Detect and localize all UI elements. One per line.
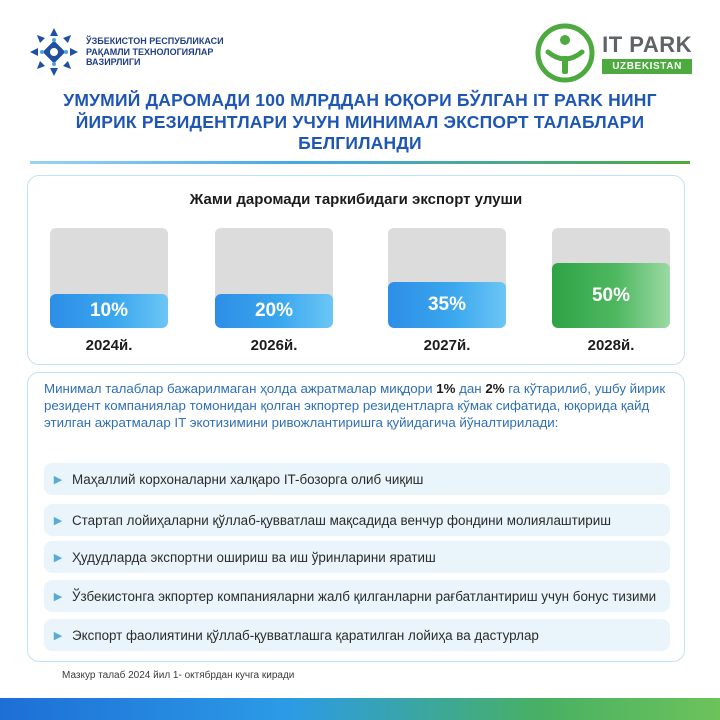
bar-2028 [552, 263, 670, 328]
itpark-wordmark [602, 33, 692, 74]
itpark-title: IT PARK [602, 31, 692, 57]
bar-year-label: 2026й. [250, 337, 298, 354]
page-title [30, 90, 690, 155]
allocation-info-card [27, 372, 685, 662]
headline-line: БЕЛГИЛАНДИ [298, 133, 422, 153]
intro-text: га кўтарилиб, ушбу йирик резидент компаниялар томонидан қолган экпортер резидентларга кўмак сифатида, юқорида қайд этилган ажратмалар IT экотизимини ривожлантиришга қуйидагича йўналтирилади: [44, 381, 666, 430]
chevron-right-icon: ▶ [53, 551, 63, 564]
chevron-right-icon: ▶ [53, 514, 63, 527]
list-item-text: Ҳудудларда экспортни ошириш ва иш ўринларини яратиш [72, 549, 436, 565]
itpark-subtitle: UZBEKISTAN [602, 59, 692, 74]
bar-column [50, 228, 168, 354]
itpark-emblem-icon [534, 22, 596, 84]
bar-value-label: 35% [427, 294, 467, 315]
bar-year-label: 2028й. [587, 337, 635, 354]
bar-value-label: 50% [591, 284, 631, 306]
intro-percent-low: 1% [436, 381, 456, 396]
headline-line: ЙИРИК РЕЗИДЕНТЛАРИ УЧУН МИНИМАЛ ЭКСПОРТ ТАЛАБЛАРИ [75, 111, 645, 132]
bar-track [552, 228, 670, 328]
ministry-name [86, 36, 256, 68]
list-item-text: Стартап лойиҳаларни қўллаб-қувватлаш мақсадида венчур фондини молиялаштириш [72, 512, 611, 528]
chevron-right-icon: ▶ [53, 590, 63, 603]
bar-value-label: 20% [254, 300, 294, 321]
bar-2024 [50, 294, 168, 328]
chart-title: Жами даромади таркибидаги экспорт улуши [189, 191, 523, 208]
bar-2026 [215, 294, 333, 328]
bar-year-label: 2024й. [85, 337, 133, 354]
bar-track [215, 228, 333, 328]
list-item [44, 541, 670, 573]
list-item [44, 580, 670, 612]
intro-text: дан [455, 381, 486, 396]
itpark-logo [534, 22, 692, 84]
bar-track [388, 228, 506, 328]
list-item [44, 504, 670, 536]
ministry-line: ВАЗИРЛИГИ [86, 57, 141, 68]
intro-paragraph [44, 381, 674, 431]
intro-percent-high: 2% [485, 381, 505, 396]
chevron-right-icon: ▶ [53, 473, 63, 486]
bar-value-label: 10% [89, 300, 129, 321]
list-item [44, 619, 670, 651]
intro-text: Минимал талаблар бажарилмаган ҳолда ажратмалар миқдори [44, 381, 437, 396]
list-item [44, 463, 670, 495]
bar-column [552, 228, 670, 354]
ministry-logo [28, 26, 256, 78]
bar-track [50, 228, 168, 328]
list-item-text: Маҳаллий корхоналарни халқаро IT-бозорга олиб чиқиш [72, 471, 424, 487]
headline-divider [30, 161, 690, 164]
list-item-text: Ўзбекистонга экпортер компанияларни жалб қилганларни рағбатлантириш учун бонус тизими [72, 588, 657, 604]
ministry-line: ЎЗБЕКИСТОН РЕСПУБЛИКАСИ [86, 36, 224, 47]
effective-date-note: Мазкур талаб 2024 йил 1- октябрдан кучга киради [62, 670, 295, 681]
bottom-gradient-strip [0, 698, 720, 720]
bar-column [215, 228, 333, 354]
chevron-right-icon: ▶ [53, 629, 63, 642]
list-item-text: Экспорт фаолиятини қўллаб-қувватлашга қаратилган лойиҳа ва дастурлар [72, 627, 539, 643]
ministry-emblem-icon [28, 26, 80, 78]
bar-year-label: 2027й. [423, 337, 471, 354]
ministry-line: РАҚАМЛИ ТЕХНОЛОГИЯЛАР [86, 46, 214, 57]
bar-2027 [388, 282, 506, 328]
export-share-card [27, 175, 685, 365]
bar-column [388, 228, 506, 354]
headline-line: УМУМИЙ ДАРОМАДИ 100 МЛРДДАН ЮҚОРИ БЎЛГАН IT PARK НИНГ [63, 90, 657, 110]
